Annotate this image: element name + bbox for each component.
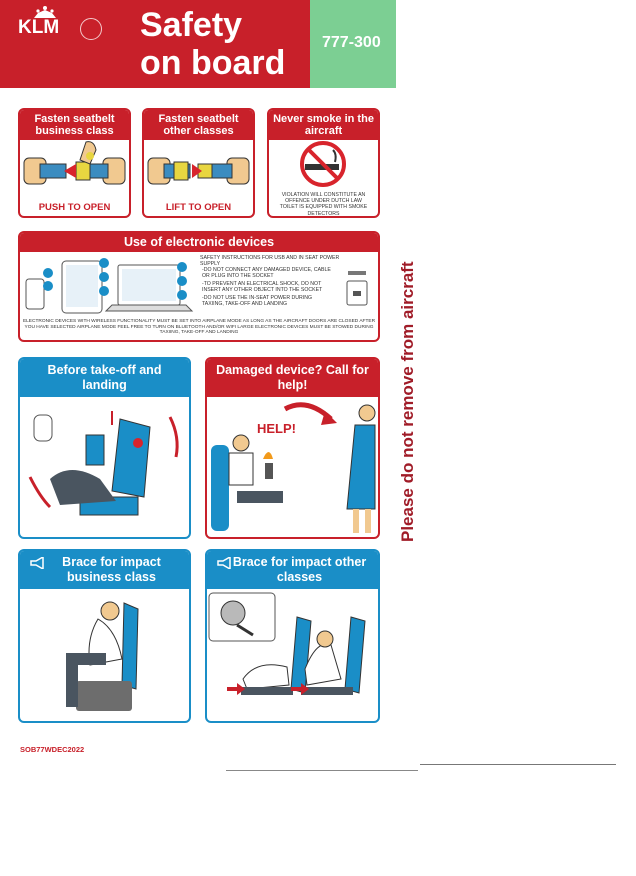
panel-title: Fasten seatbelt business class xyxy=(20,110,129,140)
panel-no-smoking xyxy=(267,108,380,218)
no-smoking-icon xyxy=(269,140,378,190)
divider-line xyxy=(420,764,616,765)
panel-title: Before take-off and landing xyxy=(20,359,189,397)
panel-electronic-devices xyxy=(18,231,380,342)
panel-before-takeoff xyxy=(18,357,191,539)
panel-title: Brace for impact business class xyxy=(20,551,189,589)
panel-brace-other xyxy=(205,549,380,723)
panel-caption: LIFT TO OPEN xyxy=(165,202,232,213)
help-speech-text: HELP! xyxy=(257,421,296,436)
panel-title: Damaged device? Call for help! xyxy=(207,359,378,397)
side-notice: Please do not remove from aircraft xyxy=(398,261,417,542)
panel-title: Never smoke in the aircraft xyxy=(269,110,378,140)
seatbelt-lift-icon xyxy=(144,140,253,200)
aircraft-model: 777-300 xyxy=(322,34,381,51)
power-item: -DO NOT USE THE IN-SEAT POWER DURING TAXIING, TAKE-OFF AND LANDING xyxy=(202,295,313,308)
panel-caption: PUSH TO OPEN xyxy=(38,202,111,213)
divider-line xyxy=(226,770,418,771)
megaphone-icon xyxy=(30,557,46,569)
power-socket-icon xyxy=(344,269,374,309)
panel-seatbelt-business xyxy=(18,108,131,218)
panel-seatbelt-other xyxy=(142,108,255,218)
brace-other-illustration xyxy=(207,589,378,717)
panel-title: Use of electronic devices xyxy=(20,233,378,252)
power-item: -TO PREVENT AN ELECTRICAL SHOCK, DO NOT INSERT ANY OTHER OBJECT INTO THE SOCKET xyxy=(202,281,323,294)
damaged-device-illustration xyxy=(207,397,378,537)
page-title-line2: on board xyxy=(140,44,286,82)
panel-damaged-device xyxy=(205,357,380,539)
electronics-footnote: ELECTRONIC DEVICES WITH WIRELESS FUNCTIONALITY MUST BE SET INTO AIRPLANE MODE AS LONG AS THE AIRCRAFT DOORS ARE CLOSED AFTER YOU HAVE SELECTED AIRPLANE MODE FEEL FREE TO TURN ON BLUETOOTH AND/OR WIFI LARGE ELECTRONIC DEVICES MUST BE STOWED DURING TAXIING, TAKE-OFF AND LANDING xyxy=(22,319,376,336)
seatbelt-push-icon xyxy=(20,140,129,200)
power-title: SAFETY INSTRUCTIONS FOR USB AND IN SEAT POWER SUPPLY xyxy=(200,255,340,268)
document-code: SOB77WDEC2022 xyxy=(20,745,85,754)
megaphone-icon xyxy=(217,557,233,569)
page-title-line1: Safety xyxy=(140,6,243,44)
devices-airplane-mode-icon xyxy=(22,255,202,315)
seat-upright-illustration xyxy=(20,397,189,537)
skyteam-emblem-icon xyxy=(80,18,102,40)
brand-logo: KLM xyxy=(18,17,60,38)
brace-business-illustration xyxy=(20,589,189,717)
panel-brace-business xyxy=(18,549,191,723)
panel-title: Brace for impact other classes xyxy=(207,551,378,589)
no-smoking-text: VIOLATION WILL CONSTITUTE AN OFFENCE UNDER DUTCH LAW TOILET IS EQUIPPED WITH SMOKE DETECTORS xyxy=(279,192,368,217)
power-item: -DO NOT CONNECT ANY DAMAGED DEVICE, CABLE OR PLUG INTO THE SOCKET xyxy=(202,267,331,280)
panel-title: Fasten seatbelt other classes xyxy=(144,110,253,140)
